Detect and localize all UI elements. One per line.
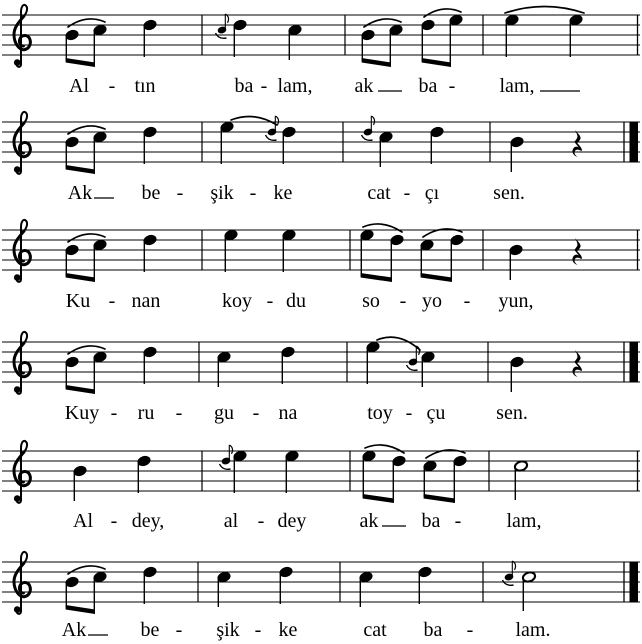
lyric-syllable: al bbox=[223, 510, 239, 532]
treble-clef-icon bbox=[14, 220, 30, 282]
lyric-syllable: - bbox=[448, 75, 456, 97]
lyric-syllable: - bbox=[175, 402, 183, 424]
lyric-syllable: - bbox=[254, 619, 262, 641]
final-barline-thick bbox=[630, 122, 639, 162]
lyric-syllable: yo bbox=[422, 290, 442, 312]
staff-system-1 bbox=[2, 5, 640, 97]
lyric-syllable: - bbox=[405, 402, 413, 424]
lyric-syllable: - bbox=[108, 290, 116, 312]
final-barline-thick bbox=[630, 342, 639, 382]
lyric-syllable: na bbox=[278, 402, 298, 424]
lyric-syllable: - bbox=[454, 510, 462, 532]
staff-system-4 bbox=[2, 332, 640, 424]
lyric-syllable: Kuy bbox=[64, 402, 100, 424]
lyric-syllable: - bbox=[257, 510, 265, 532]
lyric-syllable: so bbox=[362, 290, 380, 312]
lyric-syllable: cat bbox=[367, 182, 391, 204]
lyric-syllable: - bbox=[399, 290, 407, 312]
lyric-syllable: ba bbox=[418, 75, 438, 97]
treble-clef-icon bbox=[14, 552, 30, 614]
lyric-syllable: lam, bbox=[499, 75, 535, 97]
beam bbox=[66, 605, 95, 614]
lyric-syllable: çu bbox=[426, 402, 446, 424]
beam bbox=[363, 494, 394, 503]
grace-slur bbox=[266, 135, 277, 140]
lyric-syllable: - bbox=[266, 290, 274, 312]
staff-system-3 bbox=[2, 220, 640, 312]
grace-slur bbox=[216, 33, 227, 38]
lyric-syllable: - bbox=[108, 75, 116, 97]
lyric-syllable: ke bbox=[278, 619, 298, 641]
beam bbox=[66, 385, 95, 394]
lyric-syllable: be bbox=[140, 619, 160, 641]
lyric-syllable: ba bbox=[421, 510, 441, 532]
treble-clef-icon bbox=[14, 441, 30, 503]
lyric-syllable: be bbox=[141, 182, 161, 204]
beam bbox=[66, 165, 95, 174]
lyric-syllable: ak bbox=[359, 510, 379, 532]
lyric-syllable: ke bbox=[273, 182, 293, 204]
lyric-syllable: - bbox=[110, 510, 118, 532]
staff-system-2 bbox=[2, 112, 640, 204]
lyric-syllable: çı bbox=[424, 182, 440, 204]
lyric-syllable: yun, bbox=[498, 290, 534, 312]
lyric-syllable: Ak bbox=[67, 182, 93, 204]
lyric-syllable: Ak bbox=[61, 619, 87, 641]
lyric-syllable: - bbox=[466, 619, 474, 641]
slur bbox=[231, 116, 277, 125]
grace-slur bbox=[503, 580, 514, 585]
grace-slur bbox=[407, 365, 418, 370]
lyric-syllable: Al bbox=[73, 510, 93, 532]
lyric-syllable: ak bbox=[354, 75, 374, 97]
lyric-syllable: lam, bbox=[277, 75, 313, 97]
final-barline-thick bbox=[630, 562, 639, 602]
treble-clef-icon bbox=[14, 332, 30, 394]
lyric-syllable: Ku bbox=[65, 290, 91, 312]
lyric-syllable: cat bbox=[363, 619, 387, 641]
lyric-syllable: - bbox=[110, 402, 118, 424]
lyric-syllable: - bbox=[403, 182, 411, 204]
lyric-syllable: Al bbox=[69, 75, 89, 97]
lyric-syllable: ru bbox=[137, 402, 155, 424]
staff-system-5 bbox=[2, 441, 640, 532]
slur bbox=[505, 7, 584, 14]
quarter-rest bbox=[572, 350, 581, 377]
lyric-syllable: - bbox=[252, 402, 260, 424]
lyric-syllable: nan bbox=[131, 290, 161, 312]
lyric-syllable: du bbox=[286, 290, 306, 312]
lyric-syllable: tın bbox=[134, 75, 156, 97]
slur bbox=[377, 337, 420, 350]
lyric-syllable: şik bbox=[210, 182, 234, 204]
quarter-rest bbox=[572, 238, 581, 265]
beam bbox=[421, 273, 452, 282]
lyric-syllable: ba bbox=[423, 619, 443, 641]
lyric-syllable: gu bbox=[214, 402, 234, 424]
lyric-syllable: - bbox=[175, 619, 183, 641]
lyric-syllable: sen. bbox=[496, 402, 528, 424]
lyric-syllable: toy bbox=[367, 402, 393, 424]
beam bbox=[424, 494, 455, 503]
lyric-syllable: - bbox=[176, 182, 184, 204]
lyric-syllable: - bbox=[249, 182, 257, 204]
lyric-syllable: koy bbox=[222, 290, 252, 312]
beam bbox=[66, 273, 95, 282]
lyric-syllable: şik bbox=[216, 619, 240, 641]
lyric-syllable: sen. bbox=[493, 182, 525, 204]
lyric-syllable: ba bbox=[234, 75, 254, 97]
grace-slur bbox=[362, 135, 373, 140]
lyric-syllable: dey bbox=[277, 510, 307, 532]
beam bbox=[361, 273, 392, 282]
beam bbox=[362, 58, 391, 67]
beam bbox=[66, 58, 95, 67]
lyric-syllable: lam. bbox=[515, 619, 551, 641]
treble-clef-icon bbox=[14, 112, 30, 174]
quarter-rest bbox=[572, 130, 581, 157]
lyric-syllable: - bbox=[463, 290, 471, 312]
beam bbox=[422, 58, 451, 67]
grace-slur bbox=[220, 464, 231, 469]
lyric-syllable: dey, bbox=[131, 510, 165, 532]
treble-clef-icon bbox=[14, 5, 30, 67]
staff-system-6 bbox=[2, 552, 640, 641]
lyric-syllable: - bbox=[260, 75, 268, 97]
lyric-syllable: lam, bbox=[506, 510, 542, 532]
